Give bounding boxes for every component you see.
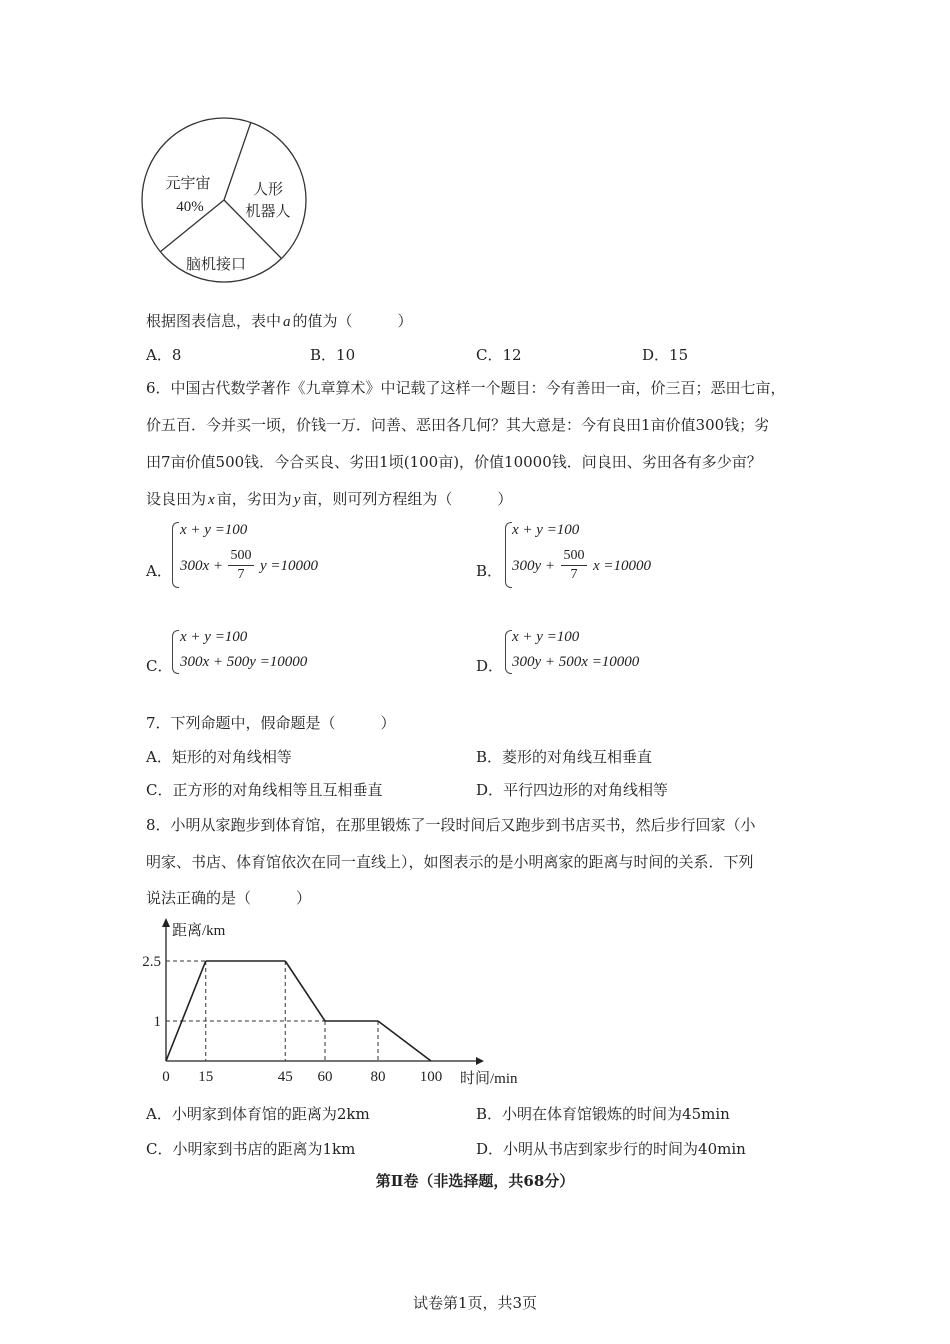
brace-c (172, 630, 179, 674)
q8-option-b[interactable]: B．小明在体育馆锻炼的时间为45min (476, 1105, 730, 1123)
q7-stem: 7．下列命题中，假命题是（ ） (146, 714, 396, 732)
q6-line4: 设良田为 x 亩，劣田为 y 亩，则可列方程组为（ ） (146, 490, 513, 508)
q6-label-b[interactable]: B． (476, 562, 503, 580)
q7-option-c[interactable]: C．正方形的对角线相等且互相垂直 (146, 781, 383, 799)
x-axis-arrow (476, 1057, 484, 1065)
eq-b-fraction: 500 7 (561, 548, 587, 583)
q8-option-d[interactable]: D．小明从书店到家步行的时间为40min (476, 1140, 746, 1158)
series-segment-5 (378, 1021, 431, 1061)
page-footer: 试卷第1页，共3页 (412, 1294, 538, 1312)
q8-option-c[interactable]: C．小明家到书店的距离为1km (146, 1140, 356, 1158)
q5-option-a[interactable]: A．8 (146, 346, 182, 364)
x-tick-100: 100 (419, 1069, 443, 1085)
x-tick-80: 80 (370, 1069, 386, 1085)
brace-b (505, 522, 512, 588)
q5-stem: 根据图表信息，表中 a 的值为（ ） (146, 312, 413, 330)
q5-option-b[interactable]: B．10 (310, 346, 356, 364)
eq-d-top: x + y =100 (512, 629, 580, 645)
x-tick-15: 15 (198, 1069, 214, 1085)
eq-b-post: x =10000 (593, 558, 652, 574)
q6-line1: 6．中国古代数学著作《九章算术》中记载了这样一个题目：今有善田一亩，价三百；恶田七亩， (146, 379, 786, 397)
x-tick-45: 45 (277, 1069, 293, 1085)
section-title: 第Ⅱ卷（非选择题，共68分） (375, 1172, 575, 1190)
eq-b-top: x + y =100 (512, 522, 580, 538)
eq-b-pre: 300y + (512, 558, 556, 574)
eq-a-fraction: 500 7 (228, 548, 254, 583)
x-axis-label: 时间/min (460, 1071, 518, 1087)
eq-a-top: x + y =100 (180, 522, 248, 538)
series-segment-3 (285, 961, 325, 1021)
pie-label-robot-2: 机器人 (245, 204, 291, 220)
q6-label-a[interactable]: A． (146, 562, 172, 580)
q8-line2: 明家、书店、体育馆依次在同一直线上），如图表示的是小明离家的距离与时间的关系．下列 (146, 853, 754, 871)
pie-label-yuanyuzhou: 元宇宙 (165, 176, 211, 192)
q8-line3: 说法正确的是（ ） (146, 889, 312, 907)
distance-time-chart (142, 915, 540, 1095)
q6-line2: 价五百．今并买一顷，价钱一万．问善、恶田各几何？其大意是：今有良田1亩价值300钱；劣 (146, 416, 770, 434)
y-tick-1: 1 (153, 1014, 161, 1030)
q6-label-d[interactable]: D． (476, 657, 504, 675)
q7-option-b[interactable]: B．菱形的对角线互相垂直 (476, 748, 653, 766)
brace-d (505, 630, 512, 674)
x-tick-0: 0 (162, 1069, 170, 1085)
y-tick-2-5: 2.5 (142, 954, 161, 970)
pie-chart (140, 116, 310, 286)
eq-d-bottom: 300y + 500x =10000 (512, 654, 640, 670)
eq-a-pre: 300x + (180, 558, 224, 574)
y-axis-label: 距离/km (172, 923, 226, 939)
pie-label-yuanyuzhou-percent: 40% (176, 199, 204, 215)
eq-c-bottom: 300x + 500y =10000 (180, 654, 308, 670)
q8-line1: 8．小明从家跑步到体育馆，在那里锻炼了一段时间后又跑步到书店买书，然后步行回家（小 (146, 816, 756, 834)
eq-a-post: y =10000 (260, 558, 319, 574)
q6-line3: 田7亩价值500钱．今合买良、劣田1顷(100亩)，价值10000钱．问良田、劣田各有多少亩？ (146, 453, 762, 471)
q5-option-c[interactable]: C．12 (476, 346, 522, 364)
brace-a (172, 522, 179, 588)
q7-option-d[interactable]: D．平行四边形的对角线相等 (476, 781, 669, 799)
q7-option-a[interactable]: A．矩形的对角线相等 (146, 748, 292, 766)
x-tick-60: 60 (317, 1069, 333, 1085)
q8-option-a[interactable]: A．小明家到体育馆的距离为2km (146, 1105, 370, 1123)
pie-label-bci: 脑机接口 (185, 257, 247, 273)
y-axis-arrow (162, 918, 170, 927)
q5-option-d[interactable]: D．15 (642, 346, 689, 364)
q6-label-c[interactable]: C． (146, 657, 173, 675)
pie-label-robot-1: 人形 (252, 182, 284, 198)
eq-c-top: x + y =100 (180, 629, 248, 645)
series-segment-1 (166, 961, 206, 1061)
